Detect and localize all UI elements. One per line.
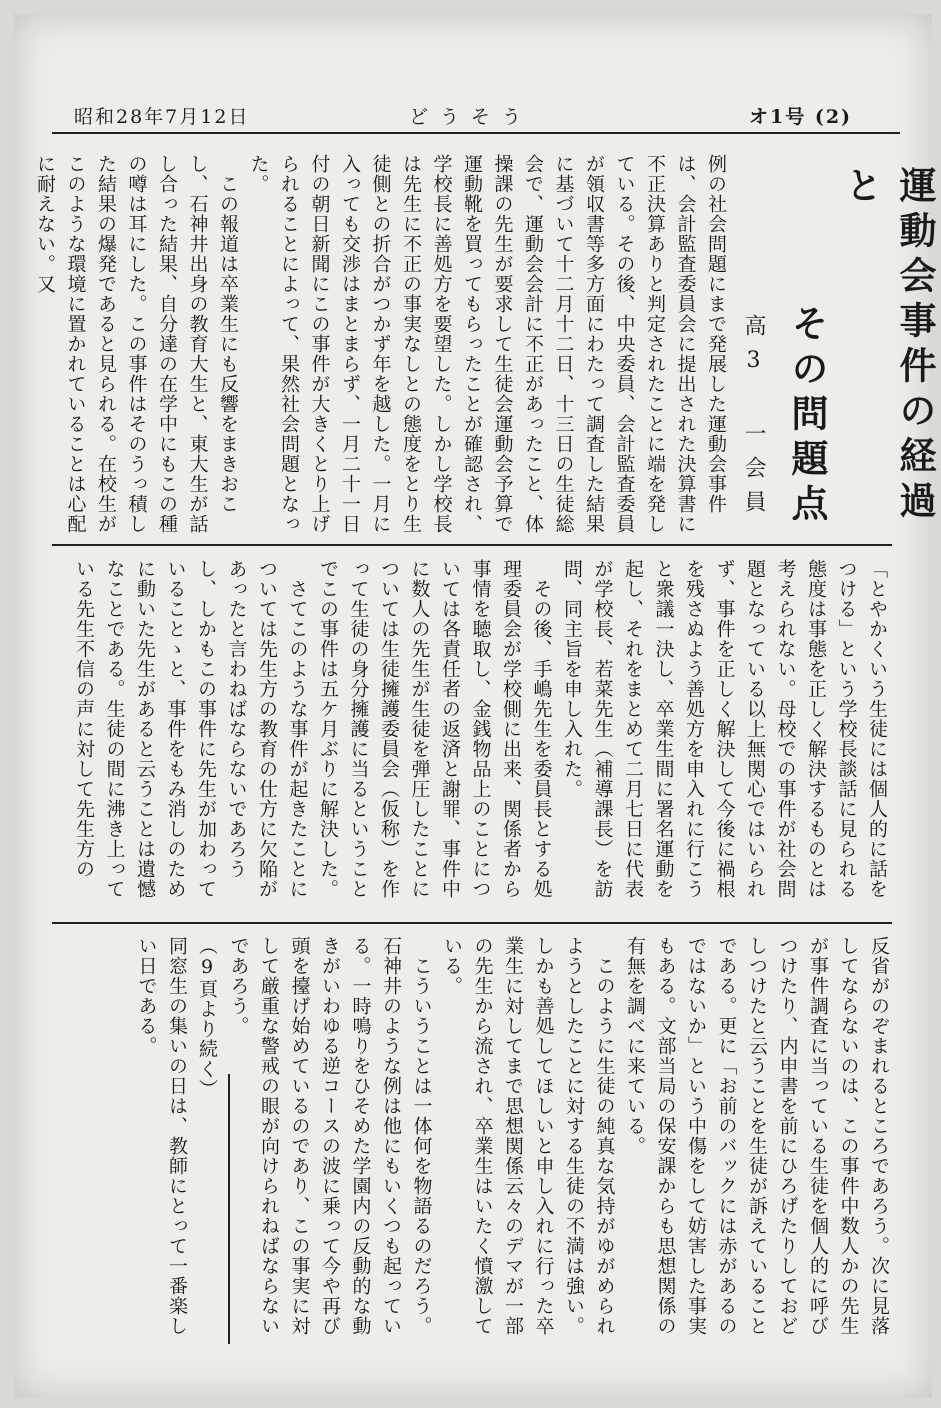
issue-number: オ1号 (2) xyxy=(749,106,853,128)
article-byline: 高3 一会員 xyxy=(741,314,766,524)
continued-note: （9頁より続く） xyxy=(196,936,218,1099)
issue-date: 昭和28年7月12日 xyxy=(74,106,250,128)
continued-divider xyxy=(228,1074,230,1344)
article-body-top: 例の社会問題にまで発展した運動会事件は、会計監査委員会に提出された決算書に不正決算ありと判定されたことに端を発している。その後、中央委員、会計監査委員が領収書等多方面にわたって調査した結果に基づいて十二月十二日、十三日の生徒総会で、運動会会計に不正があったこと、体操課の先生が要求して生徒会運動会予算で運動靴を買ってもらったことが確認され、学校長に善処方を要望した。しかし学校長は先生に不正の事実なしとの態度をとり生徒側との折合がつかず年を越した。一月に入っても交渉はまとまらず、一月二十一日付の朝日新聞にこの事件が大きくとり上げられることによって、果然社会問題となった。 この報道は卒業生にも反響をまきおこし、石神井出身の教育大生と、東大生が話し合った結果、自分達の在学中にもこの種の噂は耳にした。この事件はそのうっ積した結果の爆発であると見られる。在校生がこのような環境に置かれていることは心配に耐えない。又 xyxy=(34,154,727,534)
paper-name: どうそう xyxy=(409,106,534,128)
newspaper-page xyxy=(14,14,937,1398)
article-subtitle: その問題点 xyxy=(785,304,829,529)
article-body-middle: 「とやかくいう生徒には個人的に話をつける」という学校長談話に見られる態度は事態を正しく解決するものとは考えられない。母校での事件が社会問題となっている以上無関心ではいられず、事件を正しく解決して今後に禍根を残さぬよう善処方を申入れに行こうと衆議一決し、卒業生間に署名運動を起し、それをまとめて二月七日に代表が学校長、若菜先生（補導課長）を訪問、同主旨を申し入れた。 その後、手嶋先生を委員長とする処理委員会が学校側に出来、関係者から事情を聴取し、金銭物品上のことについては各責任者の返済と謝罪、事件中に数人の先生が生徒を弾圧したことについては生徒擁護委員会（仮称）を作って生徒の身分擁護に当るということでこの事件は五ケ月ぶりに解決した。 さてこのような事件が起きたことについては先生方の教育の仕方に欠陥があったと言わねばならないであろうし、しかもこの事件に先生が加わっていることゝと、事件をもみ消しのために動いた先生があると云うことは遺憾なことである。生徒の間に沸き上っている先生不信の声に対して先生方の xyxy=(73,559,888,899)
section-rule-bottom xyxy=(52,922,892,924)
section-rule-top xyxy=(52,544,892,546)
continued-text: 同窓生の集いの日は、教師にとって一番楽しい日である。 xyxy=(135,936,188,1336)
header-rule xyxy=(52,132,900,134)
article-body-bottom: 反省がのぞまれるところであろう。次に見落してならないのは、この事件中数人かの先生が事件調査に当っている生徒を個人的に呼びつけたり、内申書を前にひろげたりしておどしつけたと云うことを生徒が訴えていることである。更に「お前のバックには赤があるのではないか」という中傷をして妨害した事実もある。文部当局の保安課からも思想関係の有無を調べに来ている。 このように生徒の純真な気持がゆがめられようとしたことに対する生徒の不満は強い。しかも善処してほしいと申し入れに行った卒業生に対してまで思想関係云々のデマが一部の先生から流され、卒業生はいたく憤激している。 こういうことは一体何を物語るのだろう。石神井のような例は他にもいくつも起っている。一時鳴りをひそめた学園内の反動的な動きがいわゆる逆コースの波に乗って今や再び頭を擡げ始めているのであり、この事実に対して厳重な警戒の眼が向けられねばならないであろう。 xyxy=(227,936,890,1336)
article-title: 運動会事件の経過と xyxy=(839,166,937,526)
